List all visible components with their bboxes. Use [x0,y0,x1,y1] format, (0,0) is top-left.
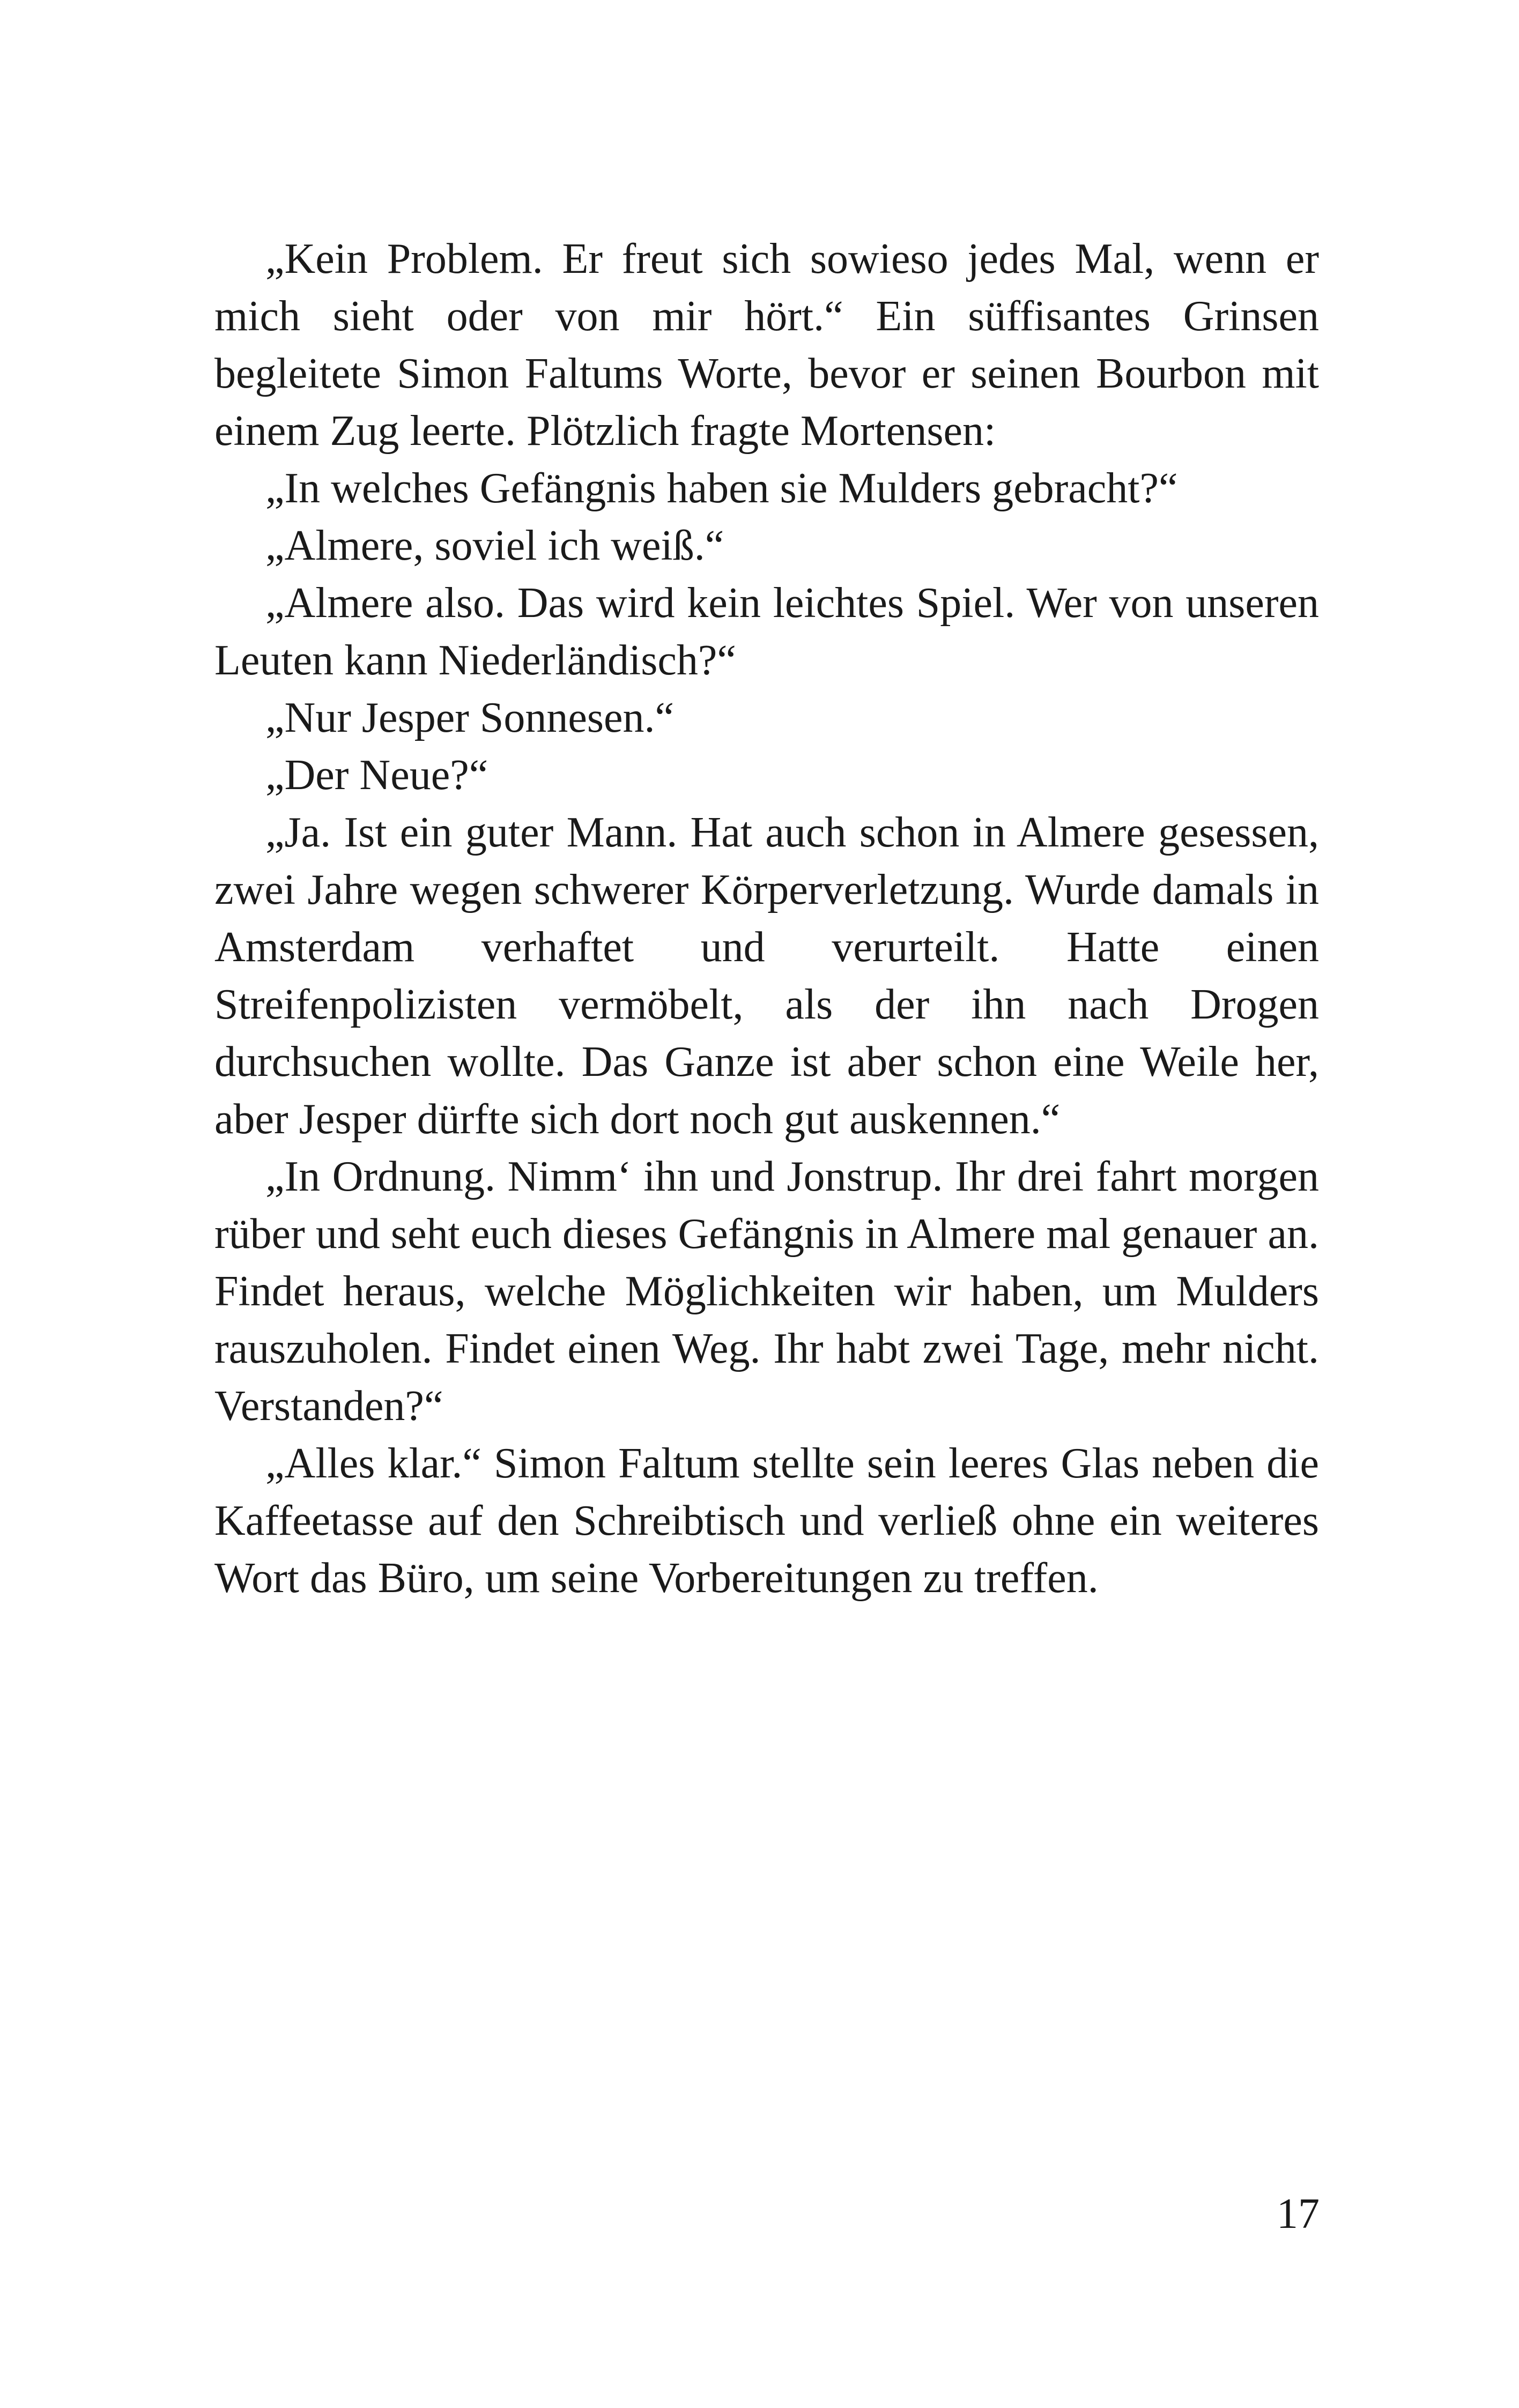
paragraph: „Almere, soviel ich weiß.“ [265,522,724,569]
paragraph: „Alles klar.“ Simon Faltum stellte sein leeres Glas neben die Kaffeetasse auf den Schreibtisch und verließ ohne ein weiteres Wort das Büro, um seine Vorbereitungen zu treffen. [214,1440,1319,1602]
paragraph: „Nur Jesper Sonnesen.“ [265,694,674,741]
paragraph: „In welches Gefängnis haben sie Mulders gebracht?“ [265,465,1178,512]
paragraph: „Kein Problem. Er freut sich sowieso jedes Mal, wenn er mich sieht oder von mir hört.“ Ein süffisantes Grinsen begleitete Simon Faltums Worte, bevor er seinen Bourbon mit einem Zug leerte. Plötzlich fragte Mortensen: [214,235,1319,455]
paragraph: „In Ordnung. Nimm‘ ihn und Jonstrup. Ihr drei fahrt morgen rüber und seht euch dieses Gefängnis in Almere mal genauer an. Findet heraus, welche Möglichkeiten wir haben, um Mulders rauszuholen. Findet einen Weg. Ihr habt zwei Tage, mehr nicht. Verstanden?“ [214,1153,1319,1430]
body-text [214,231,1319,1607]
paragraph: „Almere also. Das wird kein leichtes Spiel. Wer von unseren Leuten kann Niederländisch?“ [214,579,1319,684]
page-number: 17 [1277,2190,1320,2238]
paragraph: „Ja. Ist ein guter Mann. Hat auch schon in Almere gesessen, zwei Jahre wegen schwerer Körperverletzung. Wurde damals in Amsterdam verhaftet und verurteilt. Hatte einen Streifenpolizisten vermöbelt, als der ihn nach Drogen durchsuchen wollte. Das Ganze ist aber schon eine Weile her, aber Jesper dürfte sich dort noch gut auskennen.“ [214,809,1319,1143]
paragraph: „Der Neue?“ [265,752,488,799]
